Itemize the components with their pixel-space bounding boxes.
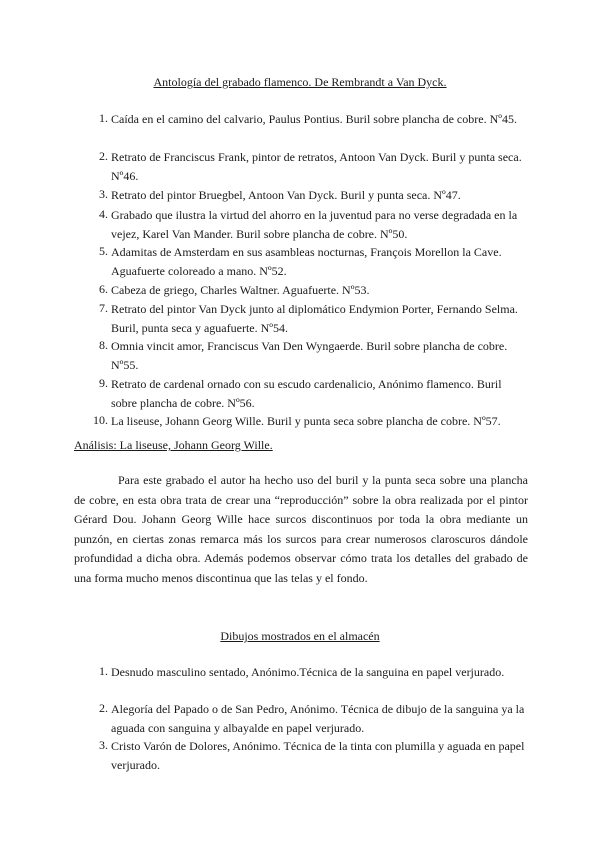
title-dibujos: Dibujos mostrados en el almacén (220, 629, 380, 643)
list-item-text: Adamitas de Amsterdam en sus asambleas nocturnas, François Morellon la Cave. Aguafuerte coloreado a mano. Nº52. (111, 245, 502, 278)
list-item-number: 3. (99, 738, 108, 752)
list-item-number: 2. (99, 701, 108, 715)
list-item-text: Grabado que ilustra la virtud del ahorro en la juventud para no verse degradada en la vejez, Karel Van Mander. Buril sobre plancha de cobre. Nº50. (111, 208, 518, 241)
list-item-text: Cristo Varón de Dolores, Anónimo. Técnica de la tinta con plumilla y aguada en papel verjurado. (111, 739, 525, 772)
list-item-number: 1. (99, 664, 108, 678)
list-item-text: Caída en el camino del calvario, Paulus Pontius. Buril sobre plancha de cobre. Nº45. (111, 112, 517, 126)
list-item-text: Retrato del pintor Van Dyck junto al diplomático Endymion Porter, Fernando Selma. Buril, punta seca y aguafuerte. Nº54. (111, 302, 518, 335)
list-item-number: 2. (99, 149, 108, 163)
title-antologia: Antología del grabado flamenco. De Rembrandt a Van Dyck. (153, 75, 447, 89)
list-item-number: 8. (99, 338, 108, 352)
list-item-number: 3. (99, 187, 108, 201)
list-item-number: 9. (99, 376, 108, 390)
analysis-paragraph: Para este grabado el autor ha hecho uso del buril y la punta seca sobre una plancha de cobre, en esta obra trata de crear una “reproducción” sobre la obra realizada por el pintor Gérard Dou. Johann Georg Wille hace surcos discontinuos por toda la obra mediante un punzón, en ciertas zonas remarca más los surcos para crear numerosos claroscuros dándole profundidad a dicha obra. Además podemos observar cómo trata los detalles del grabado de una forma mucho menos discontinua que las telas y el fondo. (74, 473, 528, 585)
list-item-text: Omnia vincit amor, Franciscus Van Den Wyngaerde. Buril sobre plancha de cobre. Nº55. (111, 339, 508, 372)
analysis-heading: Análisis: La liseuse, Johann Georg Wille. (74, 438, 273, 452)
list-item-text: La liseuse, Johann Georg Wille. Buril y punta seca sobre plancha de cobre. Nº57. (111, 414, 501, 428)
list-item-text: Desnudo masculino sentado, Anónimo.Técnica de la sanguina en papel verjurado. (111, 665, 505, 679)
list-item-text: Alegoría del Papado o de San Pedro, Anónimo. Técnica de dibujo de la sanguina ya la aguada con sanguina y albayalde en papel verjurado. (111, 702, 525, 735)
list-item-text: Retrato de Franciscus Frank, pintor de retratos, Antoon Van Dyck. Buril y punta seca. Nº46. (111, 150, 522, 183)
list-item-text: Retrato del pintor Bruegbel, Antoon Van Dyck. Buril y punta seca. Nº47. (111, 188, 461, 202)
list-item-number: 7. (99, 301, 108, 315)
list-item-number: 4. (99, 207, 108, 221)
list-item-number: 1. (99, 111, 108, 125)
list-item-text: Retrato de cardenal ornado con su escudo cardenalicio, Anónimo flamenco. Buril sobre plancha de cobre. Nº56. (111, 377, 502, 410)
list-item-number: 10. (93, 413, 108, 427)
list-item-number: 5. (99, 244, 108, 258)
list-item-number: 6. (99, 282, 108, 296)
list-item-text: Cabeza de griego, Charles Waltner. Aguafuerte. Nº53. (111, 283, 370, 297)
